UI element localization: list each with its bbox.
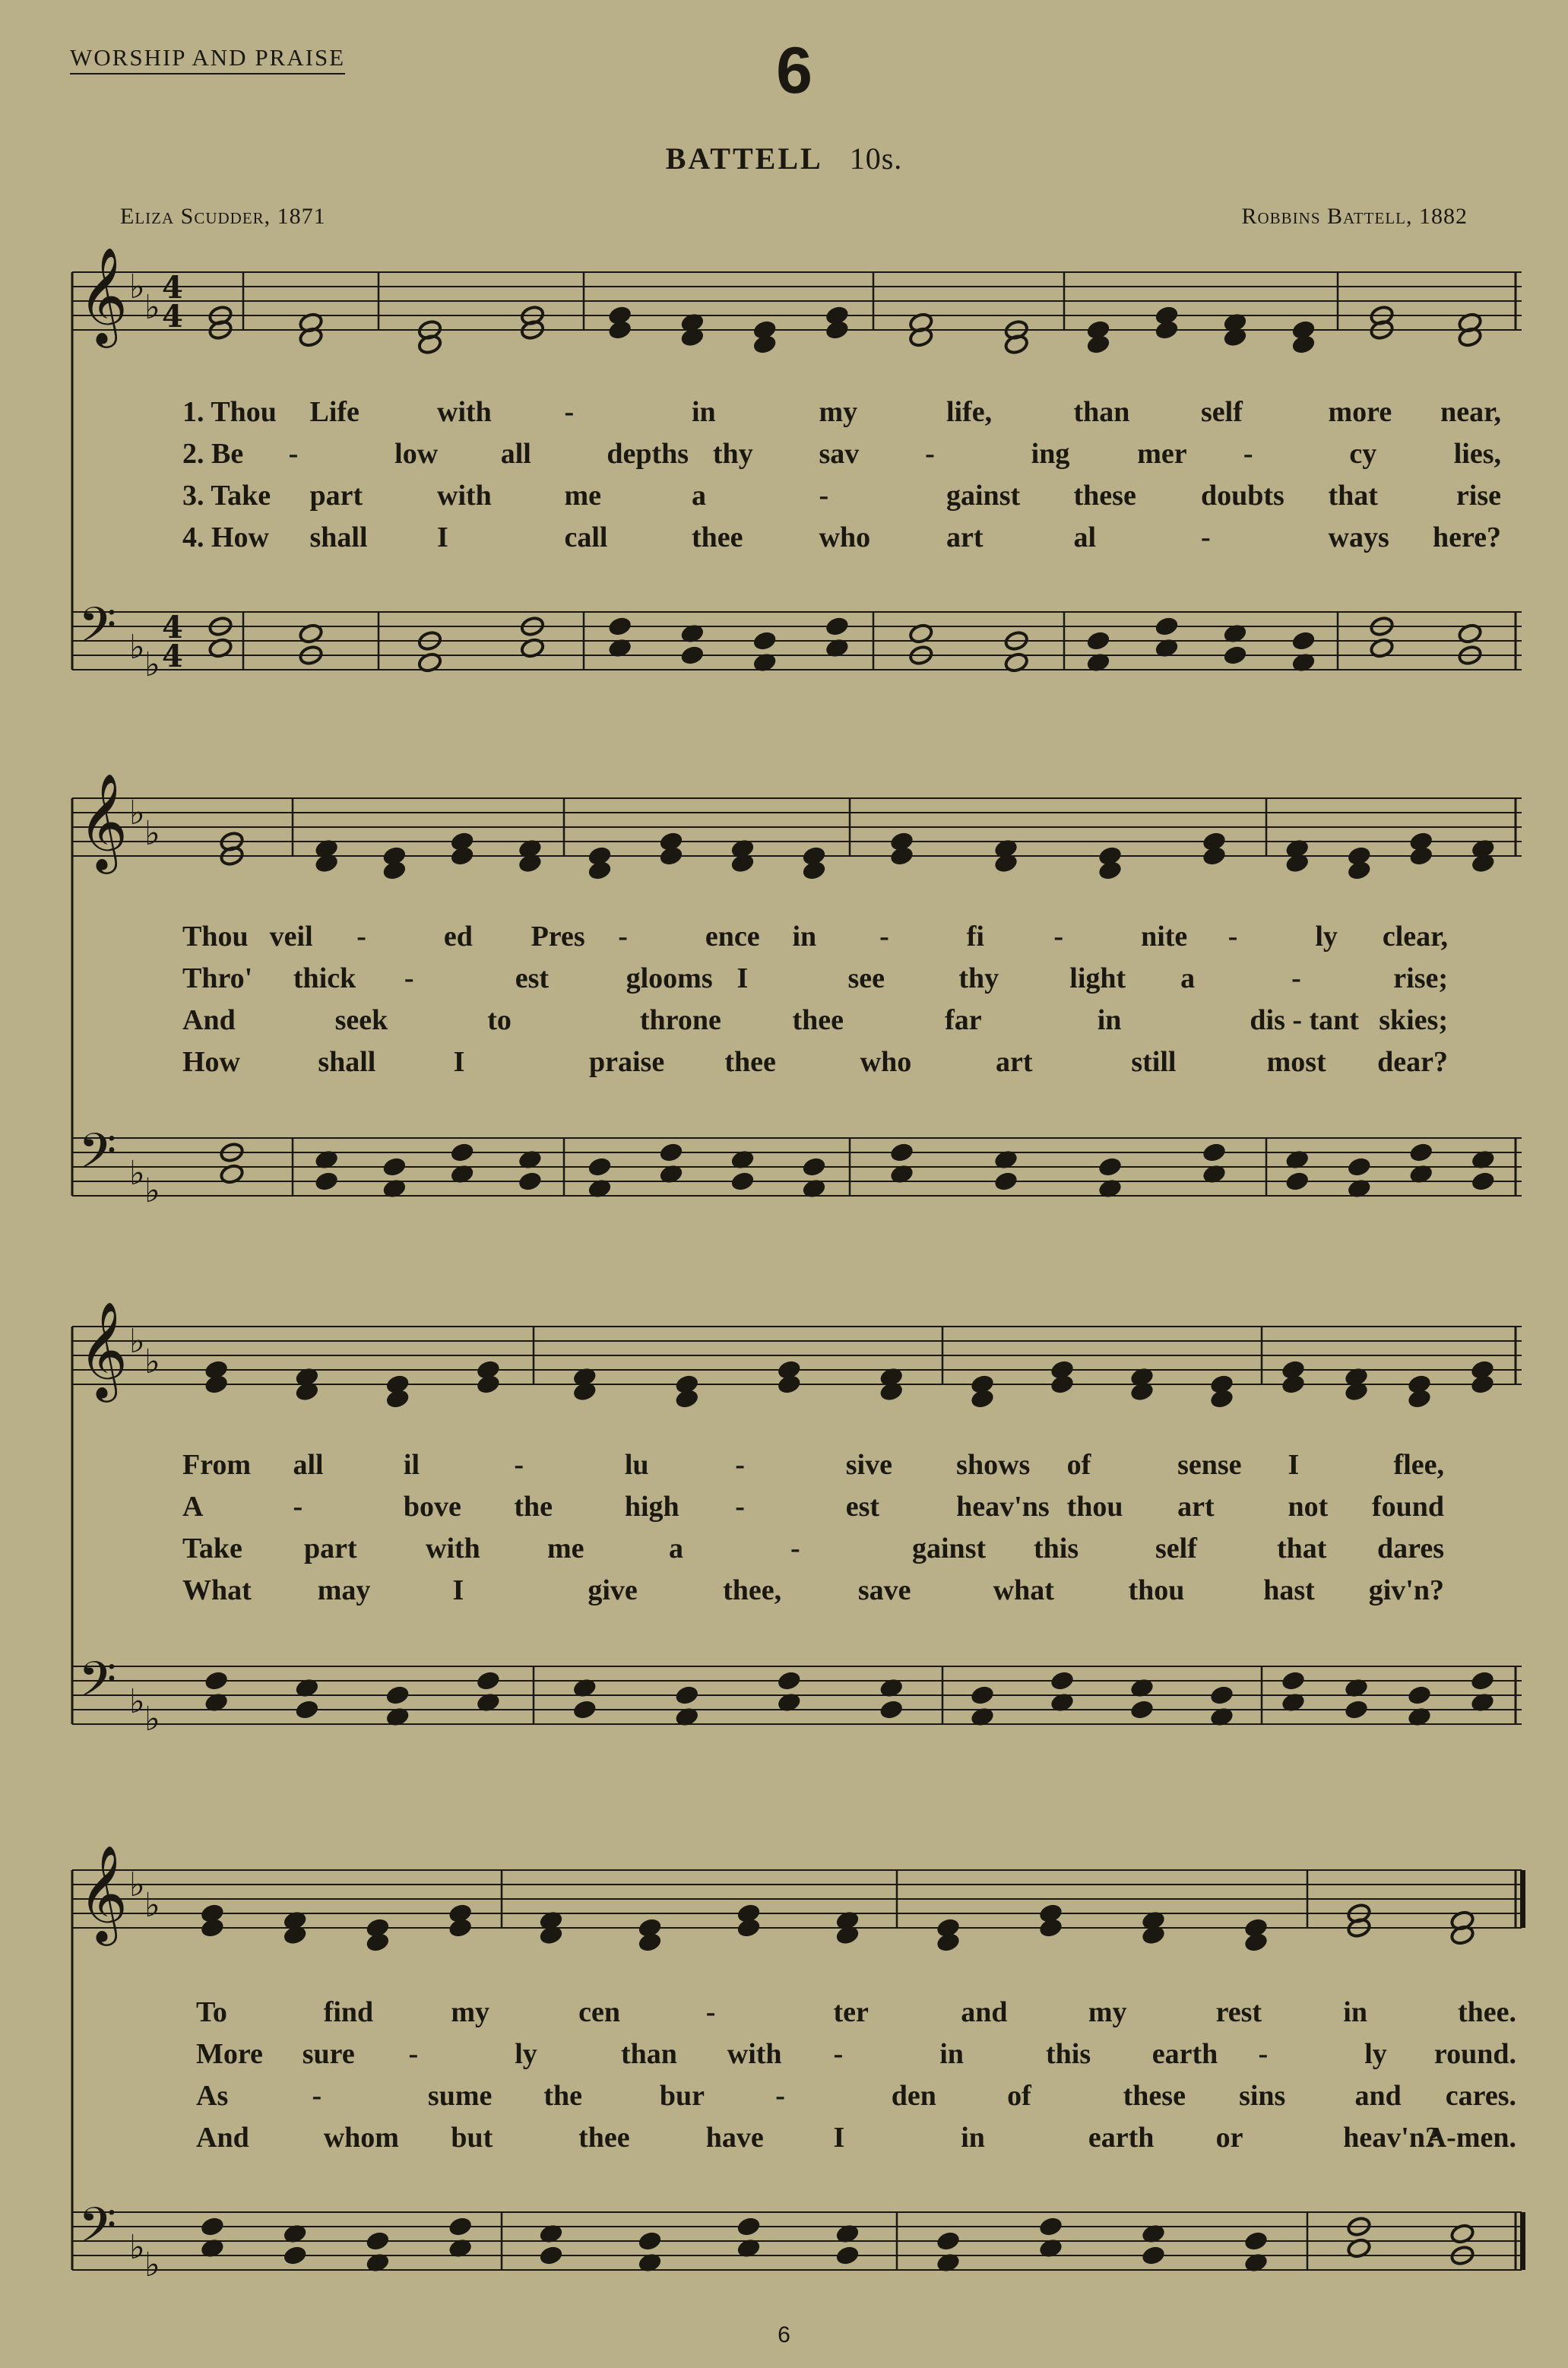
lyric-syllable: veil	[269, 921, 313, 953]
lyric-syllable: find	[323, 1996, 374, 2028]
lyric-syllable: still	[1131, 1046, 1177, 1078]
lyric-syllable: glooms	[626, 962, 713, 994]
flat-icon: ♭	[144, 2246, 160, 2284]
flat-icon: ♭	[129, 268, 145, 306]
lyric-syllable: dear?	[1377, 1046, 1448, 1078]
lyric-syllable: with	[437, 396, 492, 428]
lyric-syllable: self	[1201, 396, 1243, 428]
lyric-syllable: clear,	[1382, 921, 1448, 953]
note-head-icon	[637, 1932, 662, 1953]
author-credit: Eliza Scudder, 1871	[120, 204, 326, 229]
lyric-syllable: al	[1073, 521, 1097, 553]
note-head-icon	[365, 2230, 390, 2252]
lyric-syllable: ing	[1031, 438, 1070, 470]
treble-clef-icon: 𝄞	[78, 772, 128, 870]
lyric-syllable: flee,	[1393, 1449, 1444, 1481]
lyric-syllable: in	[961, 2122, 985, 2154]
syllable-hyphen: -	[1053, 921, 1064, 953]
lyric-syllable: doubts	[1201, 480, 1284, 512]
lyric-syllable: thou	[1066, 1491, 1123, 1523]
syllable-hyphen: -	[514, 1449, 524, 1481]
lyric-syllable: gainst	[912, 1533, 987, 1564]
lyric-syllable: all	[500, 438, 531, 470]
lyric-syllable: ly	[1364, 2038, 1387, 2070]
bass-clef-icon: 𝄢	[78, 1124, 117, 1192]
lyric-syllable: heav'n?	[1343, 2122, 1440, 2154]
bass-clef-icon: 𝄢	[78, 2198, 117, 2266]
lyric-syllable: thee	[724, 1046, 776, 1078]
lyric-syllable: Thro'	[182, 962, 253, 994]
lyric-syllable: thick	[293, 962, 356, 994]
lyric-syllable: sense	[1177, 1449, 1242, 1481]
lyric-syllable: I	[833, 2122, 845, 2154]
syllable-hyphen: -	[819, 480, 829, 512]
lyric-syllable: sive	[845, 1449, 892, 1481]
lyric-syllable: hast	[1263, 1574, 1315, 1606]
lyric-syllable: I	[453, 1046, 465, 1078]
time-signature: 4	[162, 270, 183, 306]
lyric-syllable: ly	[1315, 921, 1338, 953]
lyric-syllable: skies;	[1379, 1004, 1448, 1036]
lyric-syllable: this	[1046, 2038, 1091, 2070]
lyric-syllable: Thou	[182, 921, 249, 953]
hymn-number: 6	[776, 34, 813, 107]
lyric-syllable: rest	[1215, 1996, 1262, 2028]
lyric-syllable: earth	[1088, 2122, 1155, 2154]
lyric-syllable: this	[1034, 1533, 1079, 1564]
lyric-syllable: my	[451, 1996, 490, 2028]
lyric-syllable: who	[860, 1046, 912, 1078]
lyric-syllable: cares.	[1445, 2080, 1516, 2112]
lyric-syllable: sav	[819, 438, 860, 470]
note-head-icon	[200, 2216, 225, 2237]
note-head-icon	[1243, 1932, 1269, 1953]
syllable-hyphen: -	[925, 438, 935, 470]
final-barline	[1520, 1870, 1525, 1928]
lyric-syllable: high	[624, 1491, 679, 1523]
lyric-syllable: in	[692, 396, 716, 428]
flat-icon: ♭	[129, 1154, 145, 1193]
lyric-syllable: I	[437, 521, 448, 553]
lyric-syllable: save	[857, 1574, 911, 1606]
lyric-syllable: Life	[309, 396, 360, 428]
lyric-syllable: may	[317, 1574, 371, 1606]
lyric-syllable: thy	[712, 438, 753, 470]
note-head-icon	[1038, 1917, 1063, 1938]
lyric-syllable: mer	[1137, 438, 1187, 470]
lyric-syllable: self	[1155, 1533, 1197, 1564]
lyric-syllable: As	[196, 2080, 229, 2112]
lyric-syllable: rise;	[1393, 962, 1448, 994]
lyric-syllable: that	[1328, 480, 1378, 512]
flat-icon: ♭	[129, 794, 145, 832]
lyric-syllable: of	[1007, 2080, 1031, 2112]
lyric-syllable: art	[996, 1046, 1033, 1078]
note-head-icon	[448, 2216, 473, 2237]
syllable-hyphen: -	[705, 1996, 716, 2028]
note-head-icon	[736, 1917, 761, 1938]
lyric-syllable: art	[946, 521, 984, 553]
flat-icon: ♭	[129, 1322, 145, 1361]
lyric-syllable: bur	[659, 2080, 705, 2112]
lyric-syllable: ways	[1328, 521, 1389, 553]
lyric-syllable: not	[1288, 1491, 1329, 1523]
syllable-hyphen: -	[735, 1491, 745, 1523]
note-head-icon	[538, 2245, 563, 2266]
lyric-syllable: What	[182, 1574, 252, 1606]
lyric-line	[0, 2079, 1568, 2117]
syllable-hyphen: -	[312, 2080, 322, 2112]
lyric-syllable: ed	[443, 921, 473, 953]
flat-icon: ♭	[144, 288, 160, 327]
syllable-hyphen: -	[790, 1533, 800, 1564]
lyric-syllable: in	[1097, 1004, 1122, 1036]
lyric-syllable: thee	[792, 1004, 844, 1036]
lyric-syllable: 3. Take	[182, 480, 271, 512]
lyric-syllable: part	[309, 480, 363, 512]
lyric-syllable: sume	[427, 2080, 493, 2112]
lyric-syllable: rise	[1456, 480, 1501, 512]
lyric-syllable: More	[196, 2038, 263, 2070]
lyric-syllable: den	[891, 2080, 936, 2112]
tune-meter: 10s.	[849, 141, 903, 176]
flat-icon: ♭	[144, 645, 160, 684]
lyric-syllable: nite	[1141, 921, 1188, 953]
lyric-line	[0, 2037, 1568, 2075]
lyric-syllable: or	[1215, 2122, 1243, 2154]
lyric-syllable: with	[426, 1533, 480, 1564]
lyric-syllable: with	[437, 480, 492, 512]
flat-icon: ♭	[144, 1886, 160, 1925]
syllable-hyphen: -	[1291, 962, 1301, 994]
lyric-syllable: whom	[323, 2122, 399, 2154]
note-head-icon	[365, 1932, 390, 1953]
lyric-syllable: cen	[578, 1996, 620, 2028]
lyric-syllable: I	[452, 1574, 464, 1606]
lyric-syllable: low	[394, 438, 439, 470]
lyric-syllable: but	[451, 2122, 493, 2154]
treble-clef-icon: 𝄞	[78, 246, 128, 344]
flat-icon: ♭	[129, 2228, 145, 2267]
lyric-syllable: my	[1088, 1996, 1127, 2028]
lyric-syllable: thou	[1128, 1574, 1185, 1606]
lyric-syllable: thee	[578, 2122, 630, 2154]
note-head-icon	[1141, 2245, 1166, 2266]
lyric-syllable: thee,	[723, 1574, 782, 1606]
lyric-syllable: I	[1288, 1449, 1300, 1481]
lyric-syllable: and	[961, 1996, 1008, 2028]
lyric-syllable: thy	[958, 962, 999, 994]
lyric-syllable: ence	[705, 921, 760, 953]
lyric-syllable: earth	[1151, 2038, 1218, 2070]
lyric-line	[0, 2121, 1568, 2159]
lyric-syllable: a	[1180, 962, 1196, 994]
note-head-icon	[200, 1917, 225, 1938]
lyric-syllable: 4. How	[182, 521, 269, 553]
lyric-syllable: found	[1371, 1491, 1444, 1523]
lyric-syllable: seek	[334, 1004, 388, 1036]
lyric-syllable: who	[819, 521, 871, 553]
bass-clef-icon: 𝄢	[78, 1652, 117, 1720]
lyric-syllable: these	[1073, 480, 1136, 512]
lyric-syllable: 1. Thou	[182, 396, 277, 428]
lyric-syllable: me	[564, 480, 602, 512]
lyric-syllable: me	[547, 1533, 584, 1564]
note-head-icon	[1038, 2216, 1063, 2237]
lyric-syllable: sure	[302, 2038, 355, 2070]
lyric-syllable: throne	[639, 1004, 721, 1036]
lyric-syllable: the	[514, 1491, 553, 1523]
lyric-syllable: in	[939, 2038, 964, 2070]
lyric-syllable: cy	[1349, 438, 1377, 470]
lyric-syllable: have	[705, 2122, 764, 2154]
treble-clef-icon: 𝄞	[78, 1301, 128, 1398]
lyric-syllable: the	[543, 2080, 583, 2112]
syllable-hyphen: -	[404, 962, 414, 994]
lyric-syllable: a	[692, 480, 706, 512]
lyric-syllable: est	[515, 962, 550, 994]
lyric-syllable: A-men.	[1425, 2122, 1516, 2154]
lyric-syllable: with	[727, 2038, 782, 2070]
time-signature: 4	[162, 299, 183, 334]
lyric-syllable: a	[669, 1533, 683, 1564]
lyric-syllable: what	[993, 1574, 1054, 1606]
lyric-syllable: sins	[1239, 2080, 1286, 2112]
syllable-hyphen: -	[833, 2038, 844, 2070]
lyric-syllable: lies,	[1453, 438, 1501, 470]
lyric-syllable: that	[1277, 1533, 1327, 1564]
time-signature: 4	[162, 639, 183, 674]
lyric-syllable: part	[304, 1533, 357, 1564]
lyric-line	[0, 1996, 1568, 2034]
lyric-syllable: lu	[624, 1449, 649, 1481]
syllable-hyphen: -	[564, 396, 575, 428]
lyric-syllable: art	[1177, 1491, 1215, 1523]
lyric-syllable: praise	[589, 1046, 665, 1078]
lyric-syllable: in	[1343, 1996, 1367, 2028]
syllable-hyphen: -	[408, 2038, 419, 2070]
lyric-syllable: heav'ns	[956, 1491, 1050, 1523]
lyric-syllable: far	[945, 1004, 982, 1036]
syllable-hyphen: -	[775, 2080, 785, 2112]
syllable-hyphen: -	[288, 438, 299, 470]
syllable-hyphen: -	[735, 1449, 745, 1481]
lyric-syllable: fi	[966, 921, 984, 953]
lyric-syllable: thee.	[1457, 1996, 1516, 2028]
lyric-syllable: dares	[1377, 1533, 1444, 1564]
tune-name: BATTELL	[665, 141, 823, 176]
lyric-syllable: il	[403, 1449, 420, 1481]
lyric-syllable: To	[196, 1996, 227, 2028]
note-head-icon	[736, 2216, 761, 2237]
note-head-icon	[936, 1932, 961, 1953]
syllable-hyphen: -	[293, 1491, 303, 1523]
lyric-syllable: And	[196, 2122, 249, 2154]
syllable-hyphen: -	[1243, 438, 1253, 470]
lyric-syllable: of	[1066, 1449, 1091, 1481]
lyric-syllable: most	[1266, 1046, 1326, 1078]
flat-icon: ♭	[144, 814, 160, 853]
lyric-syllable: light	[1069, 962, 1126, 994]
lyric-syllable: And	[182, 1004, 236, 1036]
lyric-syllable: A	[182, 1491, 204, 1523]
flat-icon: ♭	[129, 1682, 145, 1721]
flat-icon: ♭	[144, 1700, 160, 1739]
note-head-icon	[448, 1917, 473, 1938]
flat-icon: ♭	[129, 628, 145, 667]
lyric-syllable: shows	[956, 1449, 1031, 1481]
lyric-syllable: Take	[182, 1533, 242, 1564]
lyric-syllable: 2. Be	[182, 438, 244, 470]
lyric-syllable: here?	[1432, 521, 1501, 553]
lyric-syllable: my	[819, 396, 858, 428]
lyric-syllable: life,	[946, 396, 993, 428]
lyric-syllable: shall	[309, 521, 368, 553]
time-signature: 4	[162, 610, 183, 645]
lyric-syllable: more	[1328, 396, 1392, 428]
lyric-syllable: than	[1073, 396, 1130, 428]
lyric-syllable: est	[845, 1491, 880, 1523]
section-label: WORSHIP AND PRAISE	[70, 44, 345, 74]
lyric-syllable: How	[182, 1046, 240, 1078]
syllable-hyphen: -	[1258, 2038, 1269, 2070]
lyric-syllable: dis - tant	[1250, 1004, 1359, 1036]
treble-clef-icon: 𝄞	[78, 1844, 128, 1942]
lyric-syllable: ter	[833, 1996, 869, 2028]
lyric-syllable: give	[588, 1574, 638, 1606]
lyric-syllable: thee	[692, 521, 743, 553]
flat-icon: ♭	[129, 1866, 145, 1904]
lyric-syllable: to	[487, 1004, 512, 1036]
flat-icon: ♭	[144, 1171, 160, 1210]
lyric-syllable: From	[182, 1449, 252, 1481]
flat-icon: ♭	[144, 1343, 160, 1381]
note-head-icon	[936, 2230, 961, 2252]
lyric-syllable: I	[736, 962, 749, 994]
page-number: 6	[778, 2322, 790, 2347]
note-head-icon	[835, 2245, 860, 2266]
lyric-syllable: and	[1354, 2080, 1402, 2112]
composer-credit: Robbins Battell, 1882	[1241, 204, 1468, 229]
bass-clef-icon: 𝄢	[78, 598, 117, 666]
note-head-icon	[637, 2230, 662, 2252]
lyric-syllable: depths	[607, 438, 689, 470]
note-head-icon	[283, 2245, 308, 2266]
lyric-syllable: all	[293, 1449, 324, 1481]
lyric-syllable: see	[847, 962, 885, 994]
syllable-hyphen: -	[356, 921, 366, 953]
final-barline	[1520, 2212, 1525, 2270]
syllable-hyphen: -	[879, 921, 889, 953]
syllable-hyphen: -	[618, 921, 628, 953]
lyric-syllable: round.	[1433, 2038, 1516, 2070]
lyric-syllable: than	[621, 2038, 677, 2070]
syllable-hyphen: -	[1227, 921, 1238, 953]
note-head-icon	[1243, 2230, 1269, 2252]
lyric-syllable: gainst	[946, 480, 1021, 512]
lyric-syllable: shall	[318, 1046, 376, 1078]
lyric-syllable: bove	[403, 1491, 461, 1523]
lyric-syllable: ly	[515, 2038, 537, 2070]
lyric-syllable: call	[564, 521, 608, 553]
lyric-syllable: these	[1123, 2080, 1186, 2112]
syllable-hyphen: -	[1201, 521, 1211, 553]
lyric-syllable: near,	[1440, 396, 1501, 428]
lyric-syllable: giv'n?	[1368, 1574, 1444, 1606]
lyric-syllable: Pres	[531, 921, 585, 953]
lyric-syllable: in	[792, 921, 817, 953]
